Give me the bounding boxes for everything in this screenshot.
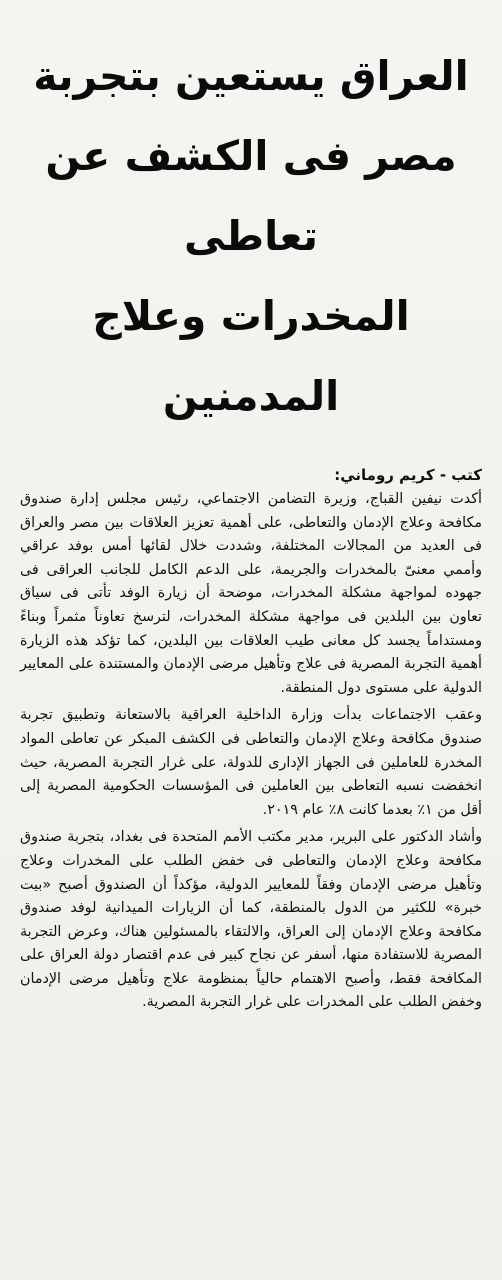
article-paragraph-1: أكدت نيفين القباج، وزيرة التضامن الاجتماعي، رئيس مجلس إدارة صندوق مكافحة وعلاج الإدمان والتعاطى، على أهمية تعزيز العلاقات بين مصر والعراق فى العديد من المجالات المختلفة، وشددت خلال لقائها أمس بوفد عراقي وأممي معنىّ بالمخدرات والجريمة، على الدعم الكامل للجانب العراقى فى جهوده لمواجهة مشكلة المخدرات، موضحة أن زيارة الوفد تأتى فى سياق تعاون بين البلدين فى مواجهة مشكلة المخدرات، لترسخ تعاوناً مثمراً وبناءً ومستداماً يجسد كل معانى طيب العلاقات بين البلدين، كما تؤكد هذه الزيارة أهمية التجربة المصرية فى علاج وتأهيل مرضى الإدمان والمستندة على المعايير الدولية على مستوى دول المنطقة. <box>20 491 482 696</box>
headline-line-2: مصر فى الكشف عن تعاطى <box>45 132 457 260</box>
headline-line-1: العراق يستعين بتجربة <box>33 52 469 100</box>
article-headline <box>20 36 482 436</box>
article-body <box>20 488 482 1015</box>
headline-line-3: المخدرات وعلاج المدمنين <box>92 292 410 420</box>
article-paragraph-3: وأشاد الدكتور على البرير، مدير مكتب الأمم المتحدة فى بغداد، بتجربة صندوق مكافحة وعلاج الإدمان والتعاطى فى خفض الطلب على المخدرات وعلاج وتأهيل مرضى الإدمان وفقاً للمعايير الدولية، مؤكداً أن الصندوق أصبح «بيت خبرة» للكثير من الدول بالمنطقة، كما أن الزيارات الميدانية لوفد صندوق مكافحة وعلاج الإدمان إلى العراق، والالتقاء بالمسئولين هناك، وعرض التجربة المصرية للاستفادة منها، أسفر عن نجاح كبير فى عدم اقتصار دولة العراق على المكافحة فقط، وأصبح الاهتمام حالياً بمنظومة علاج وتأهيل مرضى الإدمان وخفض الطلب على المخدرات على غرار التجربة المصرية. <box>20 829 482 1011</box>
article-paragraph-2: وعقب الاجتماعات بدأت وزارة الداخلية العراقية بالاستعانة وتطبيق تجربة صندوق مكافحة وعلاج الإدمان والتعاطى فى الكشف المبكر عن تعاطى المواد المخدرة للعاملين فى الجهاز الإدارى للدولة، على غرار التجربة المصرية، حيث انخفضت نسبه التعاطى بين العاملين فى المؤسسات الحكومية المصرية إلى أقل من ١٪ بعدما كانت ٨٪ عام ٢٠١٩. <box>20 707 482 818</box>
article-byline: كتب - كريم روماني: <box>334 466 482 484</box>
